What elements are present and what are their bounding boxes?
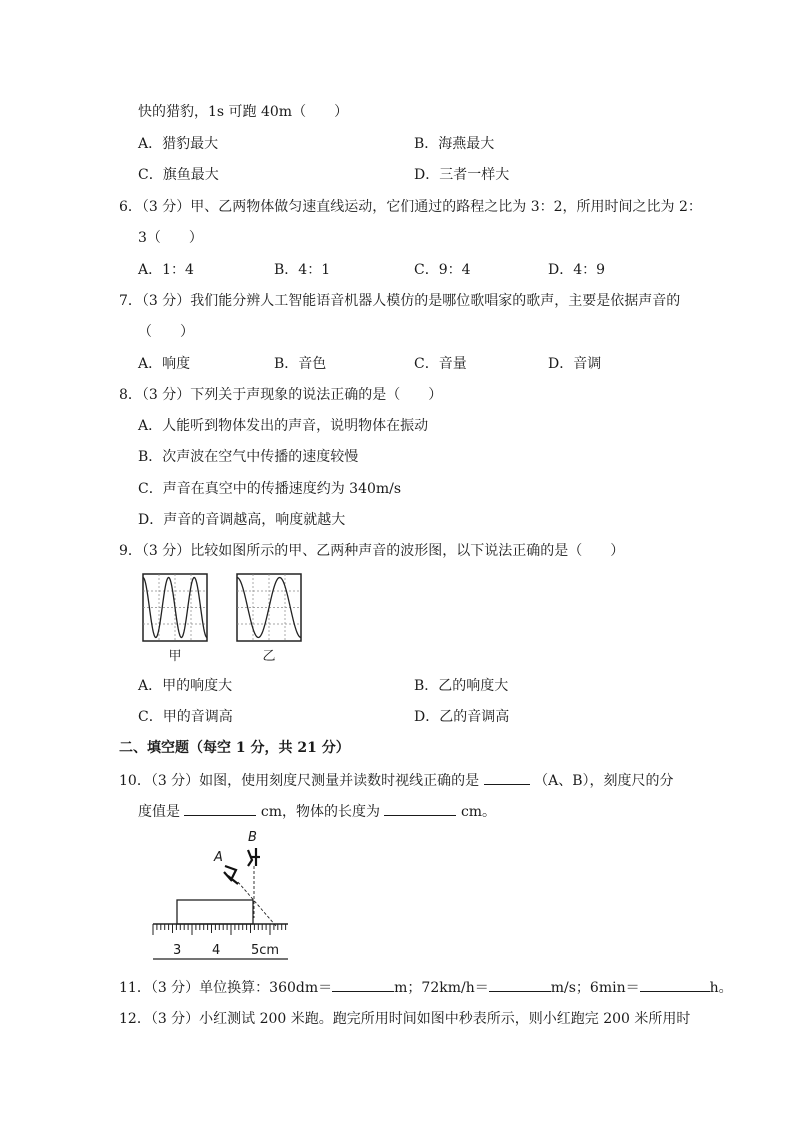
section-title-fill-in: 二、填空题（每空 1 分，共 21 分）: [119, 740, 350, 756]
q10-text-2: （A、B），刻度尺的分: [534, 773, 674, 789]
q6-stem-cont: 3（ ）: [138, 230, 203, 246]
q11-blank-h[interactable]: [640, 978, 710, 992]
ruler-tick-5cm: 5cm: [251, 943, 280, 958]
q11-line: [119, 978, 733, 997]
q10-blank-division[interactable]: [184, 802, 256, 816]
q10-blank-view[interactable]: [484, 771, 530, 785]
measured-object: [177, 900, 253, 924]
q8-option-d: D．声音的音调越高，响度就越大: [138, 512, 346, 528]
ruler-tick-3: 3: [173, 943, 182, 958]
q10-line2: [138, 802, 496, 821]
q12-stem: 12．（3 分）小红测试 200 米跑。跑完所用时间如图中秒表所示，则小红跑完 200 米所用时: [119, 1011, 691, 1027]
q6-option-d: D．4：9: [548, 262, 606, 278]
q5-option-b: B．海燕最大: [414, 136, 495, 152]
q10-text-3: 度值是: [138, 804, 180, 820]
q11-blank-ms[interactable]: [489, 978, 551, 992]
q6-option-a: A．1：4: [138, 262, 194, 278]
q7-option-c: C．音量: [414, 356, 467, 372]
q10-text-4: cm，物体的长度为: [260, 804, 381, 820]
q11-blank-m[interactable]: [332, 978, 394, 992]
q5-option-d: D．三者一样大: [414, 167, 510, 183]
q11-text-4: h。: [709, 980, 733, 996]
ruler-figure: [148, 826, 298, 962]
q11-text-1: 11．（3 分）单位换算：360dm＝: [119, 980, 333, 996]
q7-option-d: D．音调: [548, 356, 602, 372]
q11-text-3: m/s；6min＝: [550, 980, 640, 996]
ruler-label-b: B: [248, 830, 257, 845]
q10-text-1: 10．（3 分）如图，使用刻度尺测量并读数时视线正确的是: [119, 773, 480, 789]
q5-option-c: C．旗鱼最大: [138, 167, 219, 183]
waveform-label-jia: 甲: [168, 649, 182, 664]
q10-line1: [119, 771, 673, 790]
q7-option-a: A．响度: [138, 356, 191, 372]
q9-stem: 9．（3 分）比较如图所示的甲、乙两种声音的波形图，以下说法正确的是（ ）: [119, 543, 625, 559]
q6-option-b: B．4：1: [274, 262, 331, 278]
q10-text-5: cm。: [460, 804, 497, 820]
eye-b-icon: [248, 848, 260, 866]
waveform-figure: [138, 570, 308, 666]
q8-stem: 8．（3 分）下列关于声现象的说法正确的是（ ）: [119, 387, 443, 403]
q8-option-a: A．人能听到物体发出的声音，说明物体在振动: [138, 418, 429, 434]
q9-option-a: A．甲的响度大: [138, 678, 233, 694]
eye-a-icon: [224, 866, 238, 884]
q9-option-d: D．乙的音调高: [414, 709, 510, 725]
q6-option-c: C．9：4: [414, 262, 471, 278]
ruler-label-a: A: [214, 850, 223, 865]
ruler-tick-4: 4: [212, 943, 221, 958]
q7-stem: 7．（3 分）我们能分辨人工智能语音机器人模仿的是哪位歌唱家的歌声，主要是依据声音的: [119, 293, 681, 309]
q5-stem-tail: 快的猎豹，1s 可跑 40m（ ）: [138, 104, 349, 120]
q9-option-b: B．乙的响度大: [414, 678, 509, 694]
q8-option-c: C．声音在真空中的传播速度约为 340m/s: [138, 481, 402, 497]
q10-blank-length[interactable]: [384, 802, 456, 816]
waveform-label-yi: 乙: [262, 649, 276, 664]
q8-option-b: B．次声波在空气中传播的速度较慢: [138, 449, 359, 465]
q9-option-c: C．甲的音调高: [138, 709, 233, 725]
waveform-yi: [237, 574, 301, 641]
q7-stem-cont: （ ）: [138, 324, 194, 340]
q7-option-b: B．音色: [274, 356, 327, 372]
q6-stem: 6．（3 分）甲、乙两物体做匀速直线运动，它们通过的路程之比为 3：2，所用时间之比为 2：: [119, 199, 702, 215]
q11-text-2: m；72km/h＝: [394, 980, 489, 996]
waveform-jia: [143, 574, 207, 641]
q5-option-a: A．猎豹最大: [138, 136, 219, 152]
